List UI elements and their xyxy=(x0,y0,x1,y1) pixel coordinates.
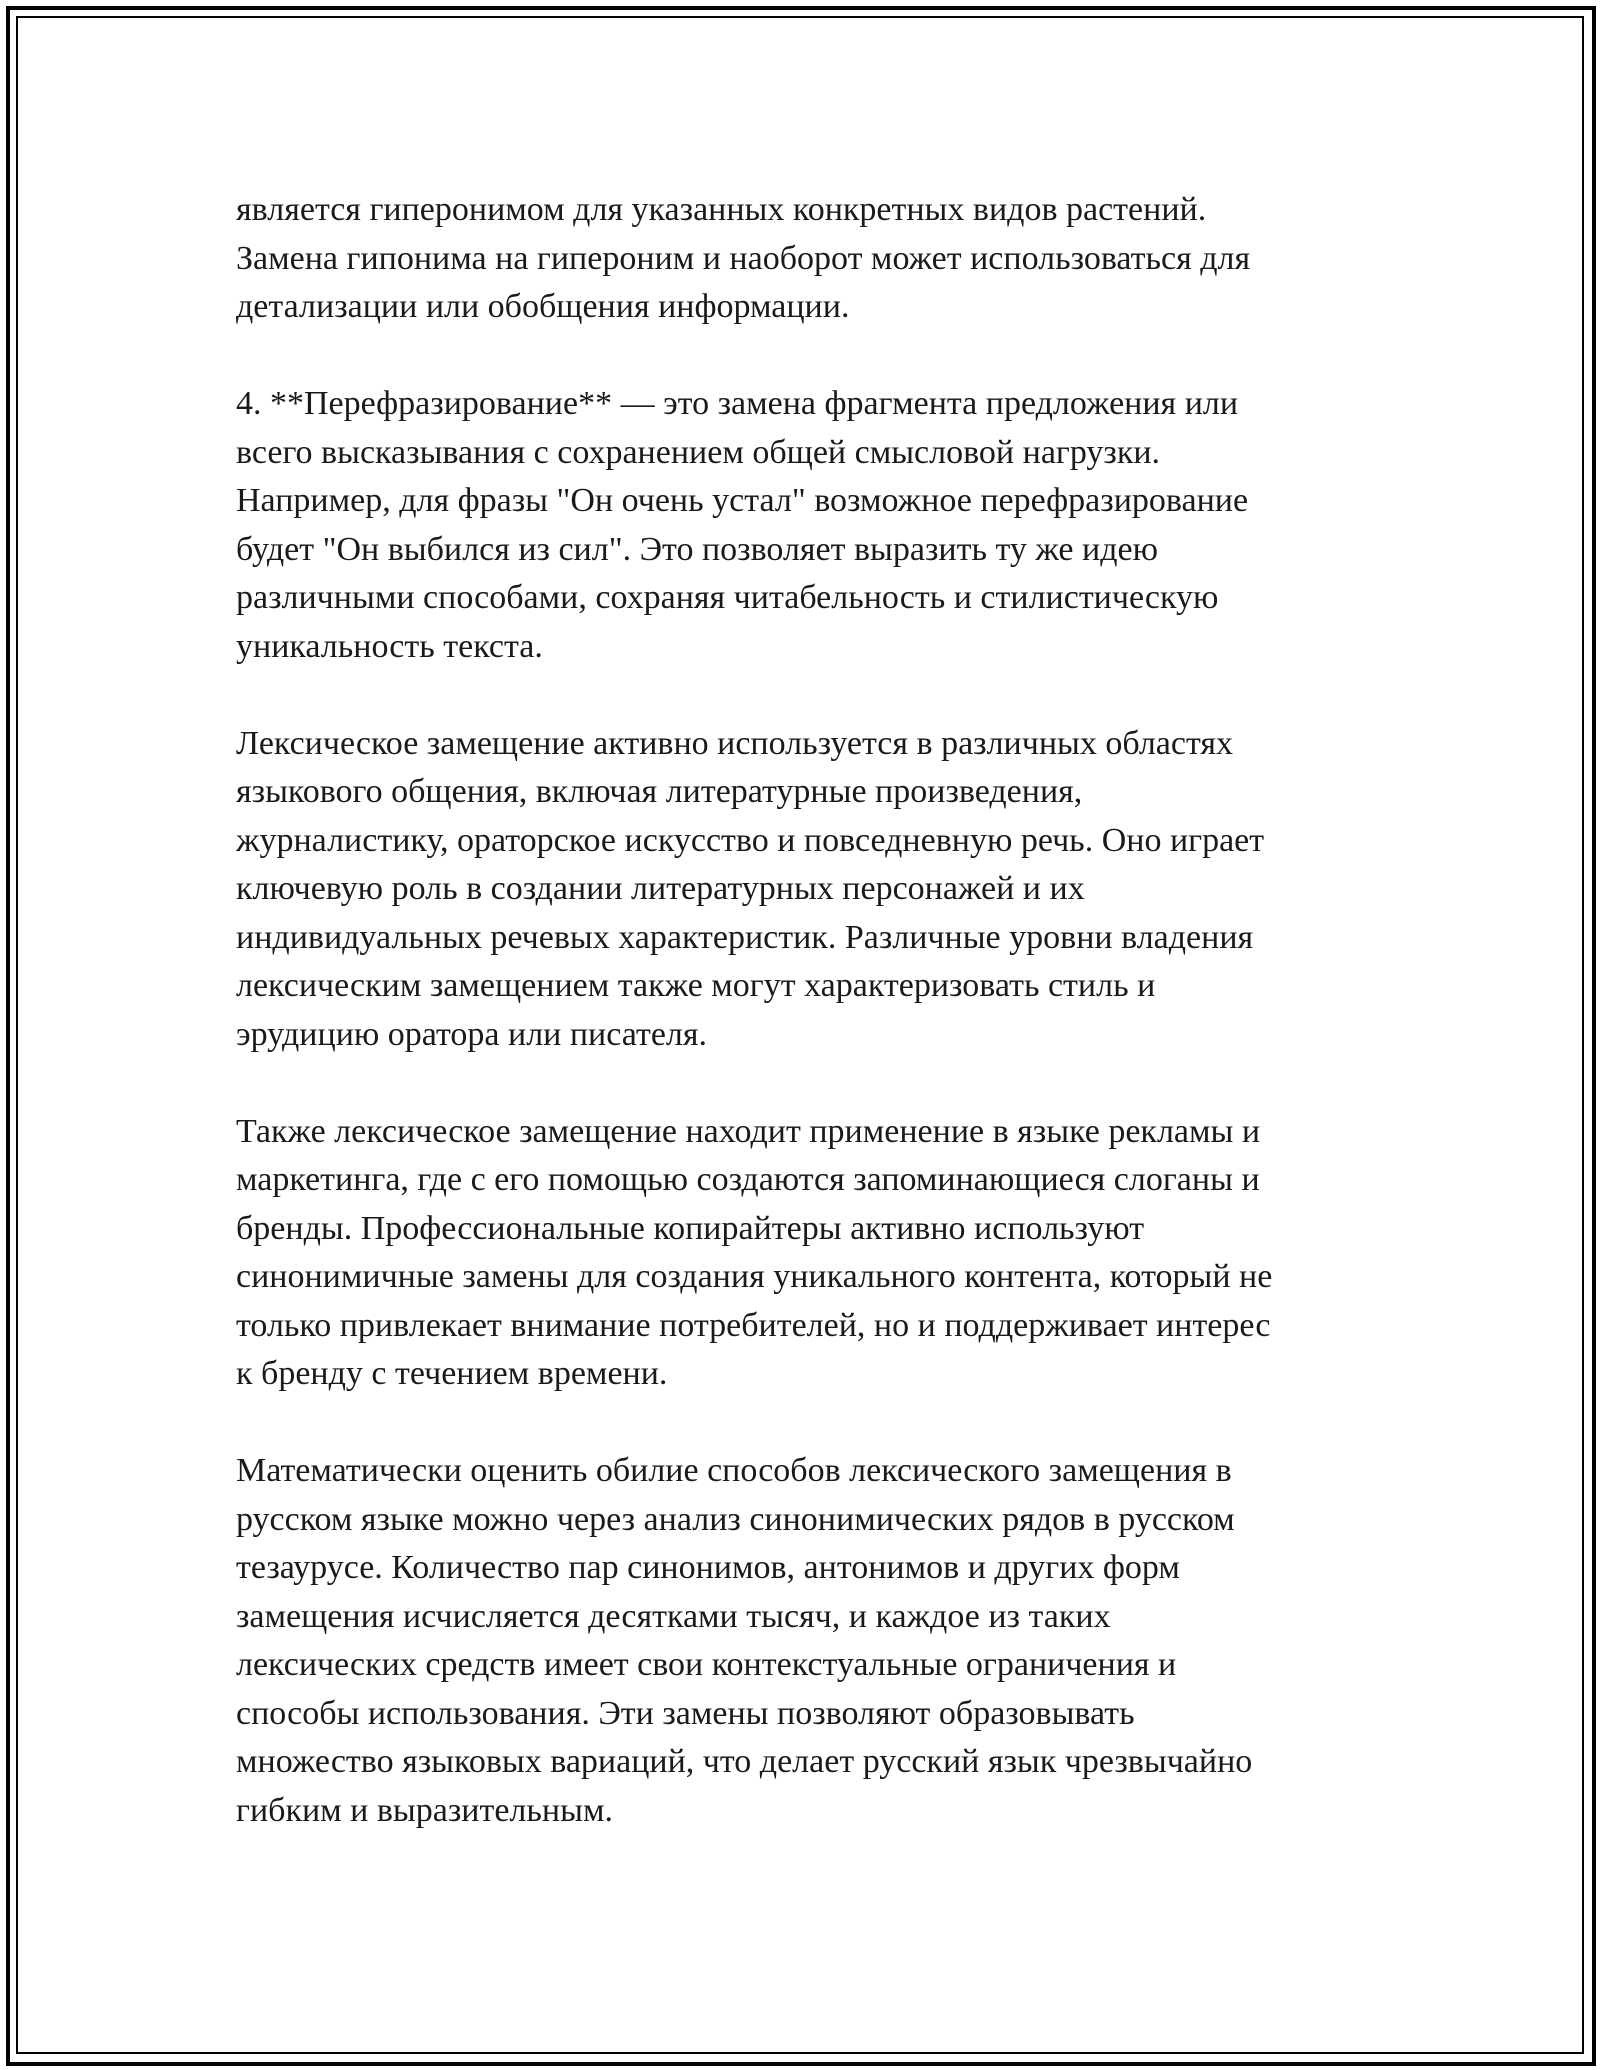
text-line: языкового общения, включая литературные произведения, xyxy=(236,773,1083,810)
text-line: способы использования. Эти замены позволяют образовывать xyxy=(236,1694,1135,1732)
text-line: к бренду с течением времени. xyxy=(236,1355,668,1392)
text-line: маркетинга, где с его помощью создаются запоминающиеся слоганы и xyxy=(236,1161,1260,1198)
text-line: детализации или обобщения информации. xyxy=(236,288,850,325)
paragraph-hypernym-conclusion xyxy=(236,186,1386,332)
text-line: лексическим замещением также могут характеризовать стиль и xyxy=(236,967,1156,1004)
paragraph-paraphrasing xyxy=(236,380,1386,671)
text-line: Замена гипонима на гипероним и наоборот может использоваться для xyxy=(236,239,1251,277)
text-line: будет "Он выбился из сил". Это позволяет выразить ту же идею xyxy=(236,530,1159,568)
text-line: русском языке можно через анализ синонимических рядов в русском xyxy=(236,1500,1235,1538)
text-line: является гиперонимом для указанных конкретных видов растений. xyxy=(236,191,1207,228)
text-line: всего высказывания с сохранением общей смысловой нагрузки. xyxy=(236,433,1161,471)
paragraph-advertising xyxy=(236,1108,1386,1399)
document-body xyxy=(236,186,1386,1884)
text-line: ключевую роль в создании литературных персонажей и их xyxy=(236,870,1085,907)
text-line: лексических средств имеет свои контекстуальные ограничения и xyxy=(236,1646,1177,1683)
paragraph-usage-areas xyxy=(236,720,1386,1060)
text-line: синонимичные замены для создания уникального контента, который не xyxy=(236,1258,1273,1295)
text-line: гибким и выразительным. xyxy=(236,1791,613,1829)
text-line: 4. **Перефразирование** — это замена фрагмента предложения или xyxy=(236,385,1239,422)
text-line: эрудицию оратора или писателя. xyxy=(236,1015,708,1053)
text-line: Математически оценить обилие способов лексического замещения в xyxy=(236,1452,1232,1489)
text-line: индивидуальных речевых характеристик. Различные уровни владения xyxy=(236,918,1254,956)
paragraph-mathematical-estimate xyxy=(236,1447,1386,1835)
text-line: Например, для фразы "Он очень устал" возможное перефразирование xyxy=(236,482,1249,519)
text-line: тезаурусе. Количество пар синонимов, антонимов и других форм xyxy=(236,1549,1180,1586)
text-line: журналистику, ораторское искусство и повседневную речь. Оно играет xyxy=(236,821,1265,859)
text-line: различными способами, сохраняя читабельность и стилистическую xyxy=(236,579,1219,616)
text-line: замещения исчисляется десятками тысяч, и каждое из таких xyxy=(236,1597,1111,1635)
text-line: уникальность текста. xyxy=(236,627,543,665)
text-line: Лексическое замещение активно используется в различных областях xyxy=(236,724,1234,762)
text-line: множество языковых вариаций, что делает русский язык чрезвычайно xyxy=(236,1743,1253,1780)
text-line: бренды. Профессиональные копирайтеры активно используют xyxy=(236,1209,1145,1247)
text-line: только привлекает внимание потребителей, но и поддерживает интерес xyxy=(236,1306,1271,1344)
text-line: Также лексическое замещение находит применение в языке рекламы и xyxy=(236,1112,1261,1150)
